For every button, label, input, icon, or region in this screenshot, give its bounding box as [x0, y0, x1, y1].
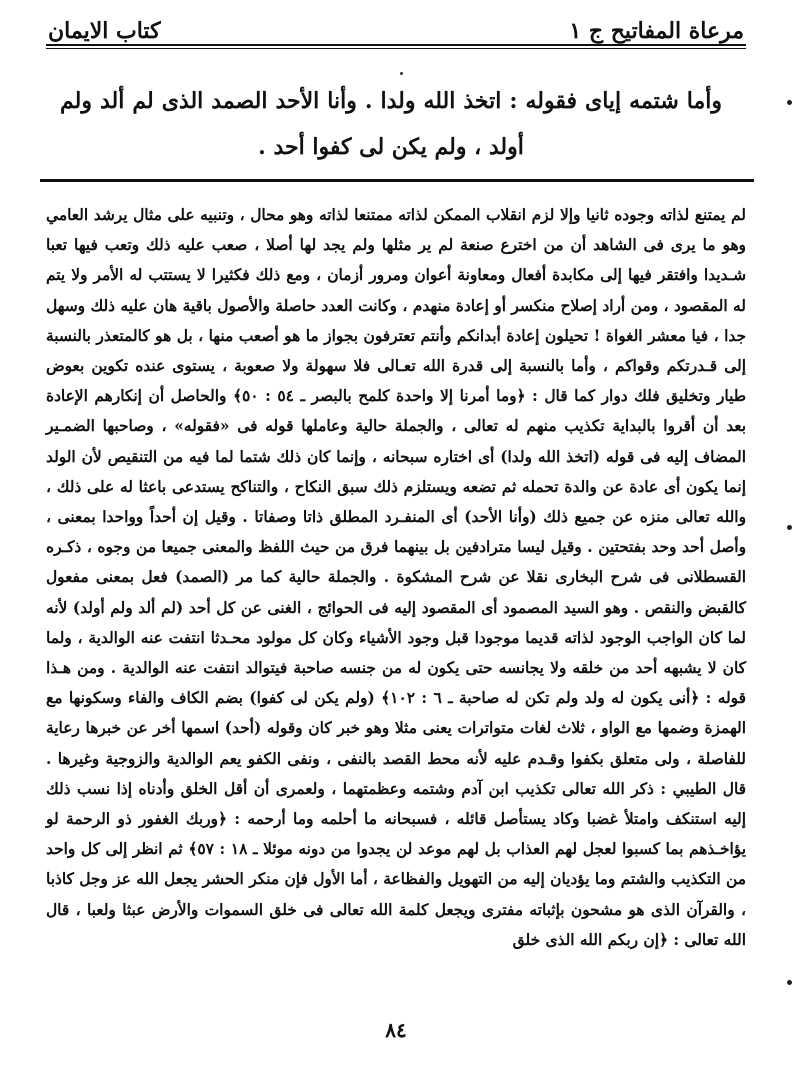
margin-mark	[787, 525, 792, 530]
page-number: ٨٤	[385, 1018, 407, 1042]
section-divider	[40, 179, 754, 182]
running-head	[48, 16, 744, 44]
ink-dot	[400, 72, 403, 75]
chapter-title: كتاب الايمان	[48, 18, 161, 44]
hadith-text: وأما شتمه إياى فقوله : اتخذ الله ولدا . وأنا الأحد الصمد الذى لم ألد ولم أولد ، ولم يكن لى كفوا أحد .	[60, 88, 722, 160]
header-rule	[46, 44, 746, 49]
commentary-paragraph: لم يمتنع لذاته وجوده ثانيا وإلا لزم انقلاب الممكن لذاته ممتنعا لذاته وهو محال ، وتنبيه على مثال يرشد العامي وهو ما يرى فى الشاهد أن من اخترع صنعة لم ير مثلها ولم يجد لها أصلا ، صعب عليه ذلك وتعب فيها تعبا شـديدا وافتقر فيها إلى مكابدة أفعال ومعاونة أعوان ومرور أزمان ، ومع ذلك فكثيرا لا يستتب له الأمر ولا يتم له المقصود ، ومن أراد إصلاح منكسر أو إعادة منهدم ، وكانت العدد حاصلة والأصول باقية هان عليه ذلك وسهل جدا ، فيا معشر الغواة ! تحيلون إعادة أبدانكم وأنتم تعترفون بجواز ما هو أصعب منها ، بل هو كالمتعذر بالنسبة إلى قـدرتكم وقواكم ، وأما بالنسبة إلى قدرة الله تعـالى فلا سهولة ولا صعوبة ، يستوى عنده تكوين بعوض طيار وتخليق فلك دوار كما قال : ﴿وما أمرنا إلا واحدة كلمح بالبصر ـ ٥٤ : ٥٠﴾ والحاصل أن إنكارهم الإعادة بعد أن أقروا بالبداية تكذيب منهم له تعالى ، والجملة حالية وعاملها قوله فى «فقوله» ، وصاحبها الضمـير المضاف إليه فى قوله (اتخذ الله ولدا) أى اختاره سبحانه ، وإنما كان ذلك شتما لما فيه من التنقيص لأن الولد إنما يكون أى عادة عن والدة تحمله ثم تضعه ويستلزم ذلك سبق النكاح ، والتناكح يستدعى باعثا له على ذلك ، والله تعالى منزه عن جميع ذلك (وأنا الأحد) أى المنفـرد المطلق ذاتا وصفاتا . وقيل إن أحداً وواحدا بمعنى ، وأصل أحد وحد بفتحتين . وقيل ليسا مترادفين بل بينهما فرق من حيث اللفظ والمعنى جميعا من وجوه ، ذكـره القسطلانى فى شرح البخارى نقلا عن شرح المشكوة . والجملة حالية كما مر (الصمد) فعل بمعنى مفعول كالقبض والنقص . وهو السيد المصمود أى المقصود إليه فى الحوائج ، الغنى عن كل أحد (لم ألد ولم أولد) لأنه لما كان الواجب الوجود لذاته قديما موجودا قبل وجود الأشياء وكان كل مولود محـدثا انتفت عنه الوالدية ، ولما كان لا يشبهه أحد من خلقه ولا يجانسه حتى يكون له من جنسه صاحبة فيتوالد انتفت عنه الوالدية . ومن هـذا قوله : ﴿أنى يكون له ولد ولم تكن له صاحبة ـ ٦ : ١٠٢﴾ (ولم يكن لى كفوا) بضم الكاف والفاء وسكونها مع الهمزة وضمها مع الواو ، ثلاث لغات متواترات يعنى مثلا وهو خبر كان وقوله (أحد) اسمها أخر عن خبرها رعاية للفاصلة ، ولى متعلق بكفوا وقـدم عليه لأنه محط القصد بالنفى ، ونفى الكفو يعم الوالدية والزوجية وغيرها . قال الطيبي : ذكر الله تعالى تكذيب ابن آدم وشتمه وعظمتهما ، ولعمرى أن أقل الخلق وأدناه إذا نسب ذلك إليه استنكف وامتلأ غضبا وكاد يستأصل قائله ، فسبحانه ما أحلمه وما أرحمه : ﴿وربك الغفور ذو الرحمة لو يؤاخـذهم بما كسبوا لعجل لهم العذاب بل لهم موعد لن يجدوا من دونه موئلا ـ ١٨ : ٥٧﴾ ثم انظر إلى كل واحد من التكذيب والشتم وما يؤديان إليه من التهويل والفظاعة ، أما الأول فإن منكر الحشر يجعل الله عز وجل كاذبا ، والقرآن الذى هو مشحون بإثباته مفترى ويجعل كلمة الله تعالى فى خلق السموات والأرض عبثا ولعبا ، قال الله تعالى : ﴿إن ربكم الله الذى خلق	[46, 206, 746, 949]
margin-mark	[787, 100, 792, 105]
margin-mark	[787, 980, 792, 985]
book-title: مرعاة المفاتيح ج ١	[569, 18, 744, 44]
commentary-text	[46, 200, 746, 955]
